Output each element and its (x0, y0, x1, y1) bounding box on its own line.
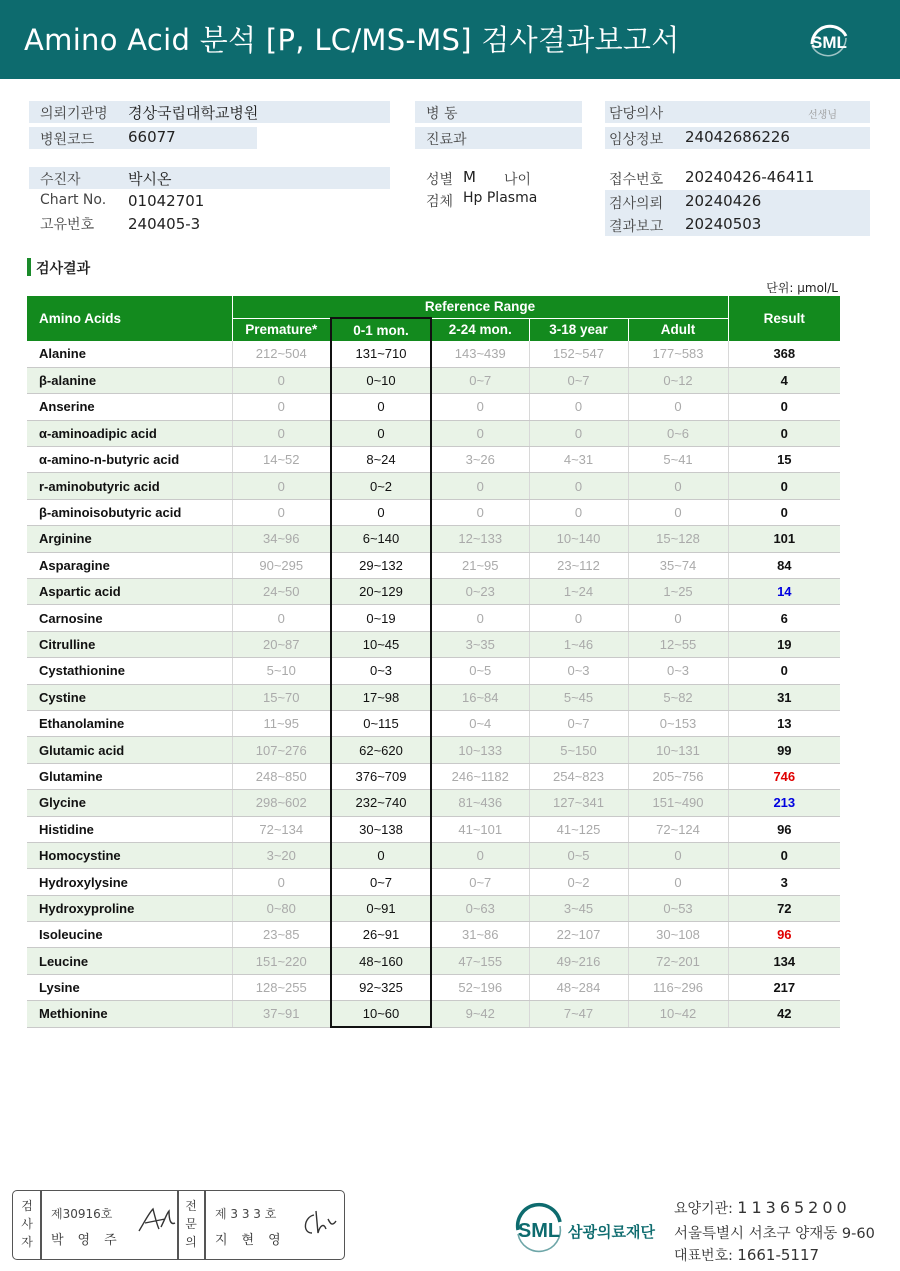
amino-acid-name: Lysine (27, 974, 232, 1000)
ref-y3-18: 5~150 (529, 737, 628, 763)
header-amino-acids: Amino Acids (27, 296, 232, 341)
doctor-label: 담당의사 (609, 106, 664, 122)
ref-premature: 0~80 (232, 895, 331, 921)
doctor-suffix: 선생님 (808, 110, 837, 121)
ref-premature: 212~504 (232, 341, 331, 367)
ref-m2-24: 81~436 (431, 790, 529, 816)
amino-acid-name: Asparagine (27, 552, 232, 578)
ref-adult: 0~3 (628, 658, 728, 684)
table-row (27, 790, 840, 816)
ref-m2-24: 3~26 (431, 447, 529, 473)
ward-label: 병 동 (426, 106, 458, 122)
amino-acid-name: Glutamic acid (27, 737, 232, 763)
ref-premature: 24~50 (232, 579, 331, 605)
ref-premature: 72~134 (232, 816, 331, 842)
result-value: 42 (728, 1001, 840, 1027)
ref-y3-18: 49~216 (529, 948, 628, 974)
sml-footer-logo-icon (510, 1200, 568, 1258)
ref-m2-24: 21~95 (431, 552, 529, 578)
amino-acid-name: Aspartic acid (27, 579, 232, 605)
ref-premature: 0 (232, 473, 331, 499)
ref-premature: 5~10 (232, 658, 331, 684)
ref-m0-1: 0~115 (331, 710, 431, 736)
amino-acid-name: α-aminoadipic acid (27, 420, 232, 446)
ref-premature: 0 (232, 394, 331, 420)
ref-m2-24: 0~63 (431, 895, 529, 921)
ref-adult: 116~296 (628, 974, 728, 1000)
ref-adult: 0~153 (628, 710, 728, 736)
header-result: Result (728, 296, 840, 341)
ref-m0-1: 0 (331, 499, 431, 525)
ref-y3-18: 0 (529, 473, 628, 499)
hospital-code-value: 66077 (128, 128, 176, 146)
ref-adult: 0 (628, 605, 728, 631)
results-section-title: 검사결과 (36, 261, 91, 277)
result-value: 0 (728, 473, 840, 499)
ref-m2-24: 41~101 (431, 816, 529, 842)
ref-y3-18: 0 (529, 499, 628, 525)
ref-m2-24: 0 (431, 394, 529, 420)
result-value: 368 (728, 341, 840, 367)
ref-adult: 0 (628, 869, 728, 895)
specialist-name: 지현영 (215, 1233, 295, 1248)
amino-acid-name: Citrulline (27, 631, 232, 657)
facility-value: 11365200 (737, 1198, 851, 1217)
hospital-label: 의뢰기관명 (40, 106, 108, 122)
ref-m2-24: 246~1182 (431, 763, 529, 789)
clinical-label: 임상정보 (609, 132, 664, 148)
header-premature: Premature* (232, 318, 331, 341)
ref-m0-1: 0~19 (331, 605, 431, 631)
phone-info (674, 1245, 819, 1265)
ref-y3-18: 254~823 (529, 763, 628, 789)
amino-acid-name: Arginine (27, 526, 232, 552)
report-value: 20240503 (685, 215, 762, 233)
sex-value: M (463, 168, 476, 186)
unit-label: 단위: μmol/L (766, 281, 838, 295)
dept-label: 진료과 (426, 132, 467, 148)
ref-premature: 34~96 (232, 526, 331, 552)
ref-m2-24: 0~4 (431, 710, 529, 736)
ref-m2-24: 0~7 (431, 367, 529, 393)
ref-premature: 151~220 (232, 948, 331, 974)
ref-y3-18: 5~45 (529, 684, 628, 710)
result-value: 0 (728, 420, 840, 446)
organization-address: 서울특별시 서초구 양재동 9-60 (674, 1226, 875, 1242)
ref-adult: 15~128 (628, 526, 728, 552)
ref-premature: 20~87 (232, 631, 331, 657)
ref-m0-1: 10~60 (331, 1001, 431, 1027)
facility-label: 요양기관: (674, 1201, 733, 1217)
ref-premature: 298~602 (232, 790, 331, 816)
ref-m0-1: 376~709 (331, 763, 431, 789)
ref-m2-24: 143~439 (431, 341, 529, 367)
header-reference-range: Reference Range (232, 296, 728, 318)
ref-m0-1: 29~132 (331, 552, 431, 578)
ref-adult: 0 (628, 842, 728, 868)
amino-acid-name: β-alanine (27, 367, 232, 393)
amino-acid-name: Leucine (27, 948, 232, 974)
result-value: 4 (728, 367, 840, 393)
ref-adult: 0 (628, 499, 728, 525)
amino-acid-name: Hydroxylysine (27, 869, 232, 895)
result-value: 96 (728, 922, 840, 948)
ref-adult: 72~201 (628, 948, 728, 974)
ref-m2-24: 3~35 (431, 631, 529, 657)
specialist-signature-icon (298, 1207, 338, 1241)
amino-acid-name: r-aminobutyric acid (27, 473, 232, 499)
result-value: 99 (728, 737, 840, 763)
ref-y3-18: 0~7 (529, 710, 628, 736)
table-row (27, 816, 840, 842)
ref-m2-24: 9~42 (431, 1001, 529, 1027)
unique-id-value: 240405-3 (128, 215, 201, 233)
facility-code (674, 1198, 851, 1218)
ref-premature: 0 (232, 420, 331, 446)
ref-y3-18: 0~5 (529, 842, 628, 868)
ref-m2-24: 0 (431, 842, 529, 868)
ref-m0-1: 0 (331, 394, 431, 420)
ref-m0-1: 0 (331, 842, 431, 868)
specialist-license: 제 3 3 3 호 (215, 1207, 277, 1221)
age-label: 나이 (504, 172, 532, 188)
ref-m2-24: 0 (431, 605, 529, 631)
table-row (27, 763, 840, 789)
ref-adult: 12~55 (628, 631, 728, 657)
organization-name: 삼광의료재단 (568, 1223, 655, 1241)
specimen-label: 검체 (426, 194, 454, 210)
header-adult: Adult (628, 318, 728, 341)
ref-premature: 0 (232, 605, 331, 631)
ref-premature: 128~255 (232, 974, 331, 1000)
results-table (27, 296, 840, 1028)
ref-adult: 10~131 (628, 737, 728, 763)
table-row (27, 473, 840, 499)
result-value: 13 (728, 710, 840, 736)
ref-m0-1: 30~138 (331, 816, 431, 842)
phone-label: 대표번호: (674, 1248, 733, 1264)
ref-y3-18: 0~3 (529, 658, 628, 684)
amino-acid-name: Alanine (27, 341, 232, 367)
table-row (27, 420, 840, 446)
ref-adult: 1~25 (628, 579, 728, 605)
specialist-vert-char: 전 (185, 1199, 197, 1213)
report-label: 결과보고 (609, 219, 664, 235)
result-value: 0 (728, 394, 840, 420)
table-row (27, 1001, 840, 1027)
ref-adult: 5~41 (628, 447, 728, 473)
ref-m2-24: 0 (431, 499, 529, 525)
amino-acid-name: β-aminoisobutyric acid (27, 499, 232, 525)
amino-acid-name: α-amino-n-butyric acid (27, 447, 232, 473)
inspector-vert-char: 검 (21, 1199, 33, 1213)
ref-premature: 14~52 (232, 447, 331, 473)
table-row (27, 895, 840, 921)
divider (204, 1191, 206, 1259)
ref-adult: 35~74 (628, 552, 728, 578)
ref-m2-24: 0 (431, 420, 529, 446)
header-2-24-mon: 2-24 mon. (431, 318, 529, 341)
ref-adult: 0~6 (628, 420, 728, 446)
result-value: 19 (728, 631, 840, 657)
ref-y3-18: 1~46 (529, 631, 628, 657)
ref-adult: 177~583 (628, 341, 728, 367)
chart-no-label: Chart No. (40, 192, 107, 208)
result-value: 0 (728, 499, 840, 525)
amino-acid-name: Histidine (27, 816, 232, 842)
sex-label: 성별 (426, 172, 454, 188)
result-value: 15 (728, 447, 840, 473)
amino-acid-name: Ethanolamine (27, 710, 232, 736)
ref-m0-1: 131~710 (331, 341, 431, 367)
ref-premature: 0 (232, 499, 331, 525)
ref-premature: 90~295 (232, 552, 331, 578)
result-value: 0 (728, 658, 840, 684)
ref-m0-1: 8~24 (331, 447, 431, 473)
clinical-value: 24042686226 (685, 128, 790, 146)
ref-m0-1: 20~129 (331, 579, 431, 605)
table-row (27, 631, 840, 657)
amino-acid-name: Glutamine (27, 763, 232, 789)
ref-y3-18: 0 (529, 394, 628, 420)
results-body (27, 341, 840, 1027)
ref-premature: 0 (232, 367, 331, 393)
ref-premature: 0 (232, 869, 331, 895)
ref-premature: 23~85 (232, 922, 331, 948)
inspector-signature-icon (135, 1203, 177, 1237)
ref-m0-1: 0~2 (331, 473, 431, 499)
hospital-code-label: 병원코드 (40, 132, 95, 148)
result-value: 0 (728, 842, 840, 868)
result-value: 6 (728, 605, 840, 631)
amino-acid-name: Isoleucine (27, 922, 232, 948)
result-value: 3 (728, 869, 840, 895)
ref-premature: 11~95 (232, 710, 331, 736)
unique-id-label: 고유번호 (40, 217, 95, 233)
amino-acid-name: Cystathionine (27, 658, 232, 684)
ref-m0-1: 0 (331, 420, 431, 446)
table-row (27, 394, 840, 420)
ref-m2-24: 31~86 (431, 922, 529, 948)
ref-y3-18: 127~341 (529, 790, 628, 816)
ref-premature: 248~850 (232, 763, 331, 789)
request-value: 20240426 (685, 192, 762, 210)
table-row (27, 605, 840, 631)
amino-acid-name: Glycine (27, 790, 232, 816)
ref-m0-1: 17~98 (331, 684, 431, 710)
result-value: 96 (728, 816, 840, 842)
ref-m0-1: 0~10 (331, 367, 431, 393)
table-row (27, 974, 840, 1000)
ref-premature: 107~276 (232, 737, 331, 763)
ref-y3-18: 23~112 (529, 552, 628, 578)
table-row (27, 658, 840, 684)
ref-m0-1: 0~91 (331, 895, 431, 921)
footer-logo-text: SML (517, 1220, 561, 1242)
report-title: Amino Acid 분석 [P, LC/MS-MS] 검사결과보고서 (24, 23, 680, 57)
ref-y3-18: 1~24 (529, 579, 628, 605)
specialist-vertical-label (179, 1197, 203, 1251)
result-value: 746 (728, 763, 840, 789)
inspector-vertical-label (15, 1197, 39, 1251)
ref-y3-18: 7~47 (529, 1001, 628, 1027)
ref-y3-18: 152~547 (529, 341, 628, 367)
table-row (27, 499, 840, 525)
result-value: 72 (728, 895, 840, 921)
ref-m2-24: 10~133 (431, 737, 529, 763)
specialist-vert-char: 문 (185, 1217, 197, 1231)
result-value: 213 (728, 790, 840, 816)
table-row (27, 842, 840, 868)
ref-adult: 0 (628, 394, 728, 420)
ref-adult: 0~12 (628, 367, 728, 393)
ref-m0-1: 26~91 (331, 922, 431, 948)
ref-m0-1: 92~325 (331, 974, 431, 1000)
inspector-license: 제30916호 (51, 1207, 113, 1221)
table-row (27, 447, 840, 473)
ref-m2-24: 0~5 (431, 658, 529, 684)
ref-adult: 151~490 (628, 790, 728, 816)
header-0-1-mon: 0-1 mon. (331, 318, 431, 341)
ref-y3-18: 4~31 (529, 447, 628, 473)
ref-adult: 72~124 (628, 816, 728, 842)
ref-adult: 205~756 (628, 763, 728, 789)
amino-acid-name: Methionine (27, 1001, 232, 1027)
specimen-value: Hp Plasma (463, 190, 538, 206)
header-logo-text: SML (811, 33, 847, 52)
ref-y3-18: 3~45 (529, 895, 628, 921)
result-value: 101 (728, 526, 840, 552)
ref-y3-18: 0~7 (529, 367, 628, 393)
report-header (0, 0, 900, 79)
table-row (27, 710, 840, 736)
ref-adult: 10~42 (628, 1001, 728, 1027)
inspector-name: 박영주 (51, 1233, 131, 1248)
table-row (27, 552, 840, 578)
ref-premature: 37~91 (232, 1001, 331, 1027)
header-3-18-year: 3-18 year (529, 318, 628, 341)
ref-m2-24: 47~155 (431, 948, 529, 974)
specialist-vert-char: 의 (185, 1235, 197, 1249)
ref-m0-1: 232~740 (331, 790, 431, 816)
ref-adult: 5~82 (628, 684, 728, 710)
chart-no-value: 01042701 (128, 192, 205, 210)
ref-m0-1: 10~45 (331, 631, 431, 657)
amino-acid-name: Carnosine (27, 605, 232, 631)
ref-adult: 0 (628, 473, 728, 499)
table-row (27, 579, 840, 605)
result-value: 134 (728, 948, 840, 974)
ref-m0-1: 6~140 (331, 526, 431, 552)
request-label: 검사의뢰 (609, 196, 664, 212)
result-value: 31 (728, 684, 840, 710)
hospital-value: 경상국립대학교병원 (128, 104, 259, 122)
ref-m0-1: 48~160 (331, 948, 431, 974)
ref-premature: 15~70 (232, 684, 331, 710)
sml-logo-icon (802, 14, 856, 68)
table-row (27, 948, 840, 974)
phone-value: 1661-5117 (737, 1246, 820, 1264)
ref-y3-18: 0 (529, 605, 628, 631)
table-row (27, 684, 840, 710)
ref-m0-1: 0~3 (331, 658, 431, 684)
ref-m0-1: 62~620 (331, 737, 431, 763)
section-marker (27, 258, 31, 276)
table-row (27, 526, 840, 552)
ref-y3-18: 10~140 (529, 526, 628, 552)
ref-m2-24: 12~133 (431, 526, 529, 552)
result-value: 14 (728, 579, 840, 605)
result-value: 217 (728, 974, 840, 1000)
table-row (27, 737, 840, 763)
inspector-vert-char: 사 (21, 1217, 33, 1231)
amino-acid-name: Anserine (27, 394, 232, 420)
signature-box (12, 1190, 345, 1260)
divider (40, 1191, 42, 1259)
ref-m2-24: 16~84 (431, 684, 529, 710)
inspector-vert-char: 자 (21, 1235, 33, 1249)
amino-acid-name: Cystine (27, 684, 232, 710)
ref-adult: 0~53 (628, 895, 728, 921)
ref-m2-24: 0 (431, 473, 529, 499)
ref-y3-18: 22~107 (529, 922, 628, 948)
receipt-value: 20240426-46411 (685, 168, 815, 186)
table-row (27, 922, 840, 948)
ref-m2-24: 0~7 (431, 869, 529, 895)
ref-adult: 30~108 (628, 922, 728, 948)
ref-m2-24: 52~196 (431, 974, 529, 1000)
ref-y3-18: 48~284 (529, 974, 628, 1000)
ref-m2-24: 0~23 (431, 579, 529, 605)
patient-label: 수진자 (40, 172, 81, 188)
amino-acid-name: Homocystine (27, 842, 232, 868)
ref-y3-18: 0~2 (529, 869, 628, 895)
table-row (27, 367, 840, 393)
patient-shade (29, 167, 390, 189)
ref-y3-18: 0 (529, 420, 628, 446)
amino-acid-name: Hydroxyproline (27, 895, 232, 921)
ref-premature: 3~20 (232, 842, 331, 868)
table-row (27, 869, 840, 895)
result-value: 84 (728, 552, 840, 578)
ref-m0-1: 0~7 (331, 869, 431, 895)
ref-y3-18: 41~125 (529, 816, 628, 842)
receipt-label: 접수번호 (609, 172, 664, 188)
patient-value: 박시온 (128, 170, 172, 188)
table-row (27, 341, 840, 367)
